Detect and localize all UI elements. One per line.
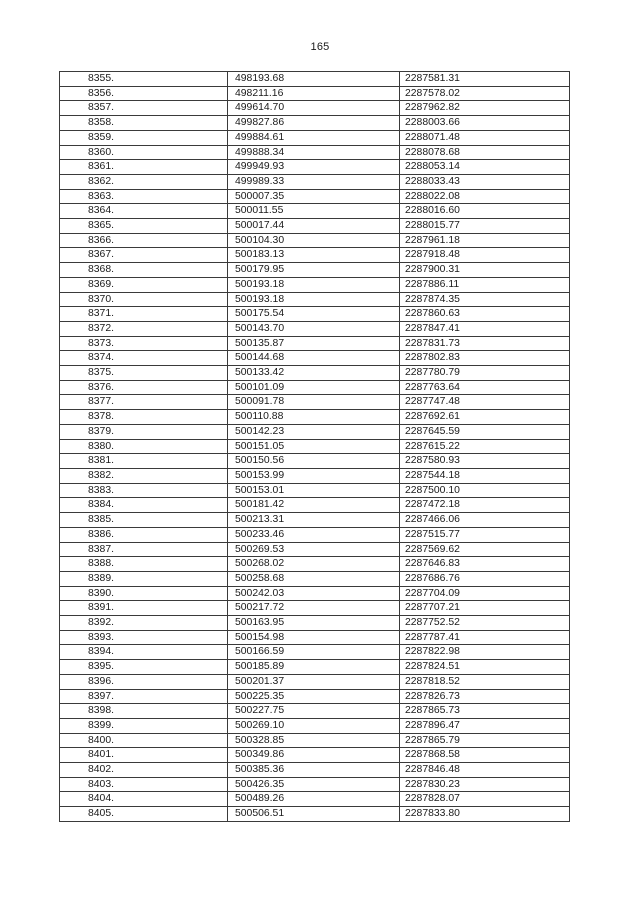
point-number-cell: 8362. — [60, 174, 228, 189]
x-coordinate-cell: 500225.35 — [228, 689, 400, 704]
x-coordinate-cell: 500506.51 — [228, 807, 400, 822]
y-coordinate-cell: 2287704.09 — [400, 586, 570, 601]
y-coordinate-cell: 2287860.63 — [400, 307, 570, 322]
table-row — [60, 145, 570, 160]
y-coordinate-cell: 2287515.77 — [400, 527, 570, 542]
point-number-cell: 8396. — [60, 674, 228, 689]
x-coordinate-cell: 500193.18 — [228, 277, 400, 292]
y-coordinate-cell: 2287787.41 — [400, 630, 570, 645]
point-number-cell: 8368. — [60, 263, 228, 278]
y-coordinate-cell: 2288078.68 — [400, 145, 570, 160]
x-coordinate-cell: 500017.44 — [228, 219, 400, 234]
x-coordinate-cell: 500268.02 — [228, 557, 400, 572]
table-row — [60, 704, 570, 719]
y-coordinate-cell: 2287686.76 — [400, 571, 570, 586]
y-coordinate-cell: 2287581.31 — [400, 72, 570, 87]
x-coordinate-cell: 500217.72 — [228, 601, 400, 616]
table-row — [60, 130, 570, 145]
point-number-cell: 8388. — [60, 557, 228, 572]
point-number-cell: 8357. — [60, 101, 228, 116]
x-coordinate-cell: 500258.68 — [228, 571, 400, 586]
y-coordinate-cell: 2287645.59 — [400, 424, 570, 439]
table-row — [60, 292, 570, 307]
point-number-cell: 8381. — [60, 454, 228, 469]
point-number-cell: 8376. — [60, 380, 228, 395]
y-coordinate-cell: 2287900.31 — [400, 263, 570, 278]
x-coordinate-cell: 500385.36 — [228, 763, 400, 778]
y-coordinate-cell: 2288033.43 — [400, 174, 570, 189]
point-number-cell: 8358. — [60, 116, 228, 131]
x-coordinate-cell: 500011.55 — [228, 204, 400, 219]
y-coordinate-cell: 2287918.48 — [400, 248, 570, 263]
table-row — [60, 233, 570, 248]
table-row — [60, 336, 570, 351]
table-row — [60, 204, 570, 219]
x-coordinate-cell: 499827.86 — [228, 116, 400, 131]
y-coordinate-cell: 2287500.10 — [400, 483, 570, 498]
y-coordinate-cell: 2287747.48 — [400, 395, 570, 410]
y-coordinate-cell: 2288016.60 — [400, 204, 570, 219]
page-number: 165 — [310, 41, 330, 53]
coordinates-table-body — [60, 72, 570, 822]
y-coordinate-cell: 2287847.41 — [400, 321, 570, 336]
table-row — [60, 351, 570, 366]
x-coordinate-cell: 500091.78 — [228, 395, 400, 410]
table-row — [60, 674, 570, 689]
x-coordinate-cell: 500183.13 — [228, 248, 400, 263]
x-coordinate-cell: 500153.01 — [228, 483, 400, 498]
x-coordinate-cell: 500269.10 — [228, 718, 400, 733]
table-row — [60, 454, 570, 469]
y-coordinate-cell: 2287865.79 — [400, 733, 570, 748]
x-coordinate-cell: 500104.30 — [228, 233, 400, 248]
y-coordinate-cell: 2287896.47 — [400, 718, 570, 733]
x-coordinate-cell: 500233.46 — [228, 527, 400, 542]
table-row — [60, 777, 570, 792]
y-coordinate-cell: 2287886.11 — [400, 277, 570, 292]
x-coordinate-cell: 500110.88 — [228, 410, 400, 425]
table-row — [60, 660, 570, 675]
x-coordinate-cell: 499949.93 — [228, 160, 400, 175]
y-coordinate-cell: 2287580.93 — [400, 454, 570, 469]
point-number-cell: 8399. — [60, 718, 228, 733]
y-coordinate-cell: 2287831.73 — [400, 336, 570, 351]
table-row — [60, 219, 570, 234]
x-coordinate-cell: 500151.05 — [228, 439, 400, 454]
table-row — [60, 542, 570, 557]
point-number-cell: 8391. — [60, 601, 228, 616]
y-coordinate-cell: 2287615.22 — [400, 439, 570, 454]
point-number-cell: 8402. — [60, 763, 228, 778]
table-row — [60, 380, 570, 395]
y-coordinate-cell: 2287692.61 — [400, 410, 570, 425]
table-row — [60, 571, 570, 586]
y-coordinate-cell: 2288003.66 — [400, 116, 570, 131]
y-coordinate-cell: 2287846.48 — [400, 763, 570, 778]
point-number-cell: 8365. — [60, 219, 228, 234]
table-row — [60, 72, 570, 87]
table-row — [60, 616, 570, 631]
point-number-cell: 8394. — [60, 645, 228, 660]
table-row — [60, 630, 570, 645]
x-coordinate-cell: 500175.54 — [228, 307, 400, 322]
y-coordinate-cell: 2287578.02 — [400, 86, 570, 101]
x-coordinate-cell: 498193.68 — [228, 72, 400, 87]
table-row — [60, 733, 570, 748]
y-coordinate-cell: 2287466.06 — [400, 513, 570, 528]
table-row — [60, 277, 570, 292]
table-row — [60, 160, 570, 175]
table-row — [60, 748, 570, 763]
point-number-cell: 8392. — [60, 616, 228, 631]
x-coordinate-cell: 500101.09 — [228, 380, 400, 395]
table-row — [60, 86, 570, 101]
x-coordinate-cell: 500349.86 — [228, 748, 400, 763]
y-coordinate-cell: 2287874.35 — [400, 292, 570, 307]
x-coordinate-cell: 499614.70 — [228, 101, 400, 116]
x-coordinate-cell: 500153.99 — [228, 468, 400, 483]
point-number-cell: 8375. — [60, 366, 228, 381]
table-row — [60, 468, 570, 483]
y-coordinate-cell: 2287865.73 — [400, 704, 570, 719]
point-number-cell: 8359. — [60, 130, 228, 145]
y-coordinate-cell: 2287826.73 — [400, 689, 570, 704]
y-coordinate-cell: 2287830.23 — [400, 777, 570, 792]
point-number-cell: 8393. — [60, 630, 228, 645]
x-coordinate-cell: 500328.85 — [228, 733, 400, 748]
point-number-cell: 8398. — [60, 704, 228, 719]
x-coordinate-cell: 500426.35 — [228, 777, 400, 792]
x-coordinate-cell: 499888.34 — [228, 145, 400, 160]
y-coordinate-cell: 2287818.52 — [400, 674, 570, 689]
x-coordinate-cell: 500143.70 — [228, 321, 400, 336]
y-coordinate-cell: 2287833.80 — [400, 807, 570, 822]
y-coordinate-cell: 2288015.77 — [400, 219, 570, 234]
point-number-cell: 8390. — [60, 586, 228, 601]
point-number-cell: 8385. — [60, 513, 228, 528]
y-coordinate-cell: 2287763.64 — [400, 380, 570, 395]
point-number-cell: 8377. — [60, 395, 228, 410]
x-coordinate-cell: 498211.16 — [228, 86, 400, 101]
point-number-cell: 8384. — [60, 498, 228, 513]
y-coordinate-cell: 2287822.98 — [400, 645, 570, 660]
point-number-cell: 8371. — [60, 307, 228, 322]
point-number-cell: 8372. — [60, 321, 228, 336]
x-coordinate-cell: 500144.68 — [228, 351, 400, 366]
point-number-cell: 8378. — [60, 410, 228, 425]
y-coordinate-cell: 2287828.07 — [400, 792, 570, 807]
x-coordinate-cell: 500201.37 — [228, 674, 400, 689]
y-coordinate-cell: 2287961.18 — [400, 233, 570, 248]
point-number-cell: 8400. — [60, 733, 228, 748]
x-coordinate-cell: 500193.18 — [228, 292, 400, 307]
table-row — [60, 366, 570, 381]
point-number-cell: 8361. — [60, 160, 228, 175]
point-number-cell: 8397. — [60, 689, 228, 704]
x-coordinate-cell: 500489.26 — [228, 792, 400, 807]
x-coordinate-cell: 499989.33 — [228, 174, 400, 189]
table-row — [60, 483, 570, 498]
table-row — [60, 586, 570, 601]
table-row — [60, 263, 570, 278]
table-row — [60, 513, 570, 528]
y-coordinate-cell: 2288071.48 — [400, 130, 570, 145]
point-number-cell: 8405. — [60, 807, 228, 822]
point-number-cell: 8360. — [60, 145, 228, 160]
table-row — [60, 116, 570, 131]
point-number-cell: 8355. — [60, 72, 228, 87]
table-row — [60, 498, 570, 513]
table-row — [60, 763, 570, 778]
y-coordinate-cell: 2287868.58 — [400, 748, 570, 763]
x-coordinate-cell: 500181.42 — [228, 498, 400, 513]
point-number-cell: 8386. — [60, 527, 228, 542]
y-coordinate-cell: 2287962.82 — [400, 101, 570, 116]
point-number-cell: 8363. — [60, 189, 228, 204]
point-number-cell: 8356. — [60, 86, 228, 101]
table-row — [60, 439, 570, 454]
point-number-cell: 8366. — [60, 233, 228, 248]
point-number-cell: 8387. — [60, 542, 228, 557]
point-number-cell: 8380. — [60, 439, 228, 454]
y-coordinate-cell: 2287472.18 — [400, 498, 570, 513]
y-coordinate-cell: 2287780.79 — [400, 366, 570, 381]
point-number-cell: 8395. — [60, 660, 228, 675]
table-row — [60, 189, 570, 204]
coordinates-table — [59, 71, 570, 822]
point-number-cell: 8382. — [60, 468, 228, 483]
x-coordinate-cell: 500154.98 — [228, 630, 400, 645]
point-number-cell: 8367. — [60, 248, 228, 263]
point-number-cell: 8374. — [60, 351, 228, 366]
x-coordinate-cell: 500142.23 — [228, 424, 400, 439]
y-coordinate-cell: 2287707.21 — [400, 601, 570, 616]
point-number-cell: 8364. — [60, 204, 228, 219]
x-coordinate-cell: 500179.95 — [228, 263, 400, 278]
table-row — [60, 792, 570, 807]
x-coordinate-cell: 500135.87 — [228, 336, 400, 351]
point-number-cell: 8373. — [60, 336, 228, 351]
x-coordinate-cell: 500166.59 — [228, 645, 400, 660]
y-coordinate-cell: 2288022.08 — [400, 189, 570, 204]
table-row — [60, 527, 570, 542]
y-coordinate-cell: 2287824.51 — [400, 660, 570, 675]
table-row — [60, 645, 570, 660]
table-row — [60, 101, 570, 116]
x-coordinate-cell: 500227.75 — [228, 704, 400, 719]
point-number-cell: 8389. — [60, 571, 228, 586]
table-row — [60, 718, 570, 733]
table-row — [60, 174, 570, 189]
table-row — [60, 410, 570, 425]
point-number-cell: 8383. — [60, 483, 228, 498]
x-coordinate-cell: 499884.61 — [228, 130, 400, 145]
table-row — [60, 689, 570, 704]
table-row — [60, 807, 570, 822]
y-coordinate-cell: 2287569.62 — [400, 542, 570, 557]
x-coordinate-cell: 500269.53 — [228, 542, 400, 557]
point-number-cell: 8370. — [60, 292, 228, 307]
table-row — [60, 601, 570, 616]
point-number-cell: 8401. — [60, 748, 228, 763]
table-row — [60, 557, 570, 572]
table-row — [60, 307, 570, 322]
table-row — [60, 321, 570, 336]
y-coordinate-cell: 2287544.18 — [400, 468, 570, 483]
x-coordinate-cell: 500133.42 — [228, 366, 400, 381]
table-row — [60, 424, 570, 439]
x-coordinate-cell: 500185.89 — [228, 660, 400, 675]
y-coordinate-cell: 2287646.83 — [400, 557, 570, 572]
x-coordinate-cell: 500163.95 — [228, 616, 400, 631]
table-row — [60, 395, 570, 410]
point-number-cell: 8403. — [60, 777, 228, 792]
y-coordinate-cell: 2287752.52 — [400, 616, 570, 631]
x-coordinate-cell: 500007.35 — [228, 189, 400, 204]
point-number-cell: 8379. — [60, 424, 228, 439]
point-number-cell: 8404. — [60, 792, 228, 807]
y-coordinate-cell: 2287802.83 — [400, 351, 570, 366]
x-coordinate-cell: 500242.03 — [228, 586, 400, 601]
x-coordinate-cell: 500150.56 — [228, 454, 400, 469]
x-coordinate-cell: 500213.31 — [228, 513, 400, 528]
table-row — [60, 248, 570, 263]
point-number-cell: 8369. — [60, 277, 228, 292]
y-coordinate-cell: 2288053.14 — [400, 160, 570, 175]
